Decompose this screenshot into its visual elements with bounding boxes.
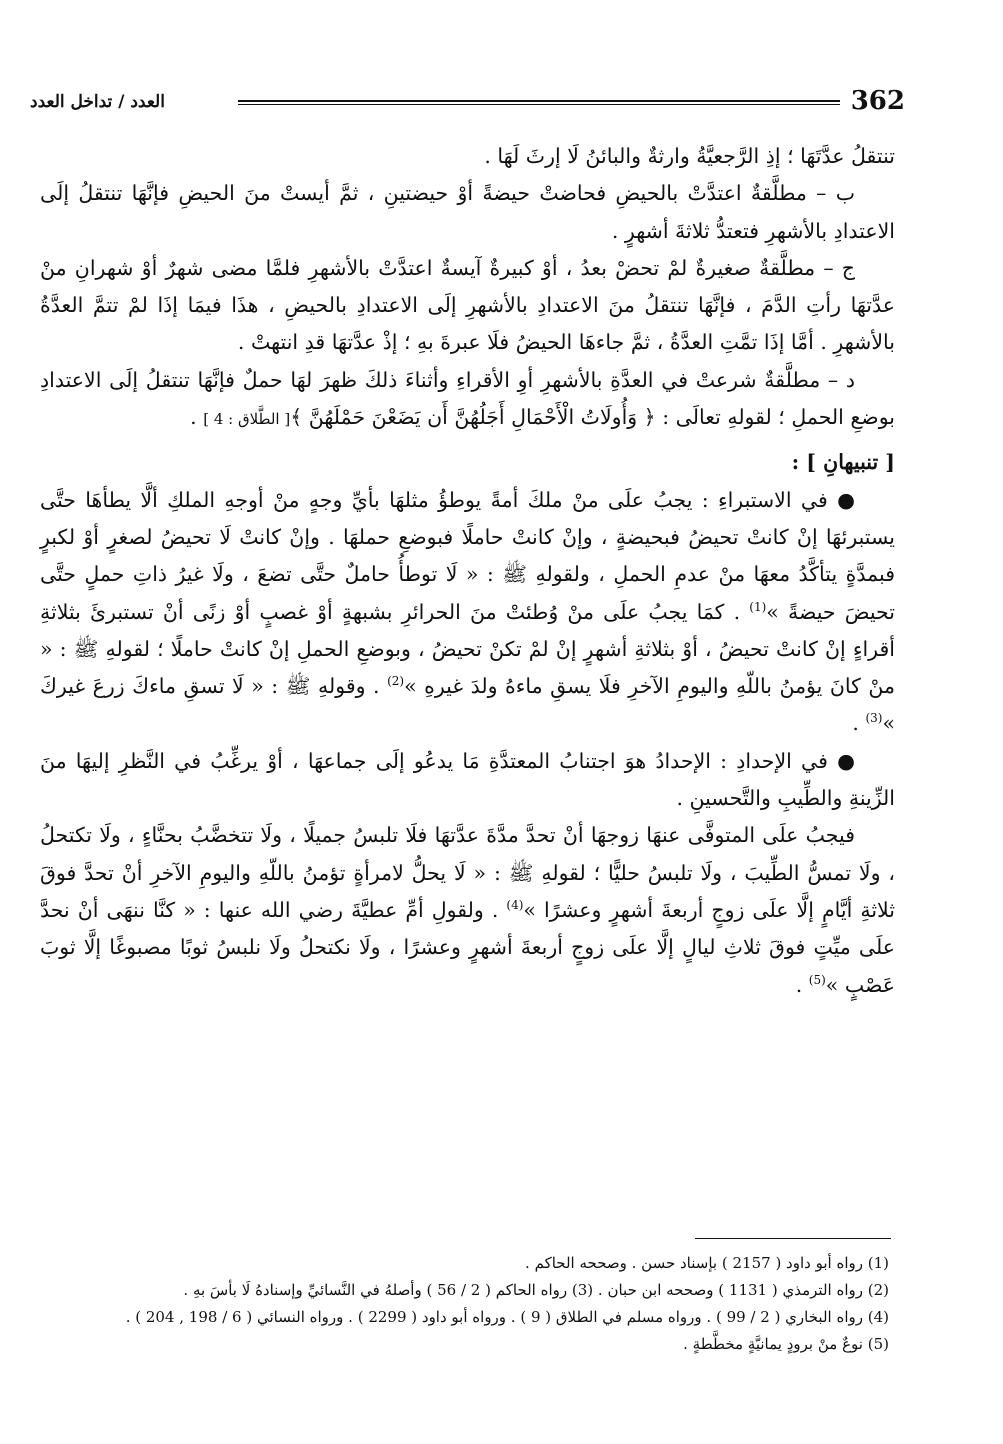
paragraph: ج – مطلَّقةٌ صغيرةٌ لمْ تحضْ بعدُ ، أوْ كبيرةٌ آيسةٌ اعتدَّتْ بالأشهرِ فلمَّا مضى شهرٌ أوْ شهرانِ منْ عدَّتهَا رأتِ الدَّمَ ، فإنَّهَا تنتقلُ منَ الاعتدادِ بالأشهرِ إلَى الاعتدادِ بالحيضِ ، هذَا فيمَا إذَا لمْ تتمَّ العدَّةُ بالأشهرِ . أمَّا إذَا تمَّتِ العدَّةُ ، ثمَّ جاءهَا الحيضُ فلَا عبرةَ بهِ ؛ إذْ عدَّتهَا قدِ انتهتْ . [40,255,895,355]
paragraph-text: ● في الاستبراءِ : يجبُ علَى منْ ملكَ أمةً يوطؤُ مثلهَا بأيِّ وجهٍ منْ أوجهِ الملكِ ألَّا يطأهَا حتَّى يستبرئهَا إنْ كانتْ تحيضُ فبحيضةٍ ، وإنْ كانتْ حاملًا فبوضعِ حملهَا . وإنْ كانتْ لَا تحيضُ لصغرٍ أوْ لكبرٍ فبمدَّةٍ يتأكَّدُ معهَا منْ عدمِ الحملِ ، ولقولهِ ﷺ : « لَا توطأُ حاملٌ حتَّى تضعَ ، ولَا غيرُ ذاتِ حملٍ حتَّى تحيضَ حيضةً » [40,487,895,624]
paragraph [40,362,895,439]
footnote-marker: (3) [865,711,883,726]
footnote: (4) رواه البخاري ( 2 / 99 ) . ورواه مسلم في الطلاق ( 9 ) . ورواه أبو داود ( 2299 ) . ورواه النسائي ( 6 / 198 , 204 ) . [125,1308,889,1326]
paragraph-text: د – مطلَّقةٌ شرعتْ في العدَّةِ بالأشهرِ أوِ الأقراءِ وأثناءَ ذلكَ ظهرَ لهَا حملٌ فإنَّهَا تنتقلُ إلَى الاعتدادِ بوضعِ الحملِ ؛ لقولهِ تعالَى : ﴿ وَأُولَاتُ الْأَحْمَالِ أَجَلُهُنَّ أَن يَضَعْنَ حَمْلَهُنَّ ﴾ [40,367,895,430]
footnote-marker: (2) [387,674,405,689]
paragraph-text: . وقولهِ ﷺ : « لَا تسقِ ماءكَ زرعَ غيركَ » [40,674,895,736]
footnote-marker: (5) [808,972,826,987]
footnote-marker: (4) [506,898,524,913]
paragraph-end: . [795,972,809,997]
section-heading: [ تنبيهانِ ] : [791,450,895,475]
footnote: (2) رواه الترمذي ( 1131 ) وصححه ابن حبان . (3) رواه الحاكم ( 2 / 56 ) وأصلهُ في النَّسائيِّ وإسنادهُ لَا بأسَ بهِ . [183,1281,889,1299]
footnote-rule [695,1238,891,1239]
footnote: (1) رواه أبو داود ( 2157 ) بإسناد حسن . وصححه الحاكم . [525,1254,889,1272]
body-text [40,138,895,1004]
paragraph-text: . ولقولِ أمِّ عطيَّةَ رضي الله عنها : « كنَّا ننهَى أنْ نحدَّ علَى ميِّتٍ فوقَ ثلاثِ ليالٍ إلَّا علَى زوجٍ أربعةَ أشهرٍ وعشرًا ، ولَا نكتحلُ ولَا نلبسُ ثوبًا مصبوغًا إلَّا ثوبَ عَصْبٍ » [40,897,895,997]
running-title: العدد / تداخل العدد [30,92,165,112]
footnote: (5) نوعٌ منْ برودٍ يمانيَّةٍ مخطَّطةٍ . [683,1335,889,1353]
header-rule [238,100,840,105]
paragraph-text: فيجبُ علَى المتوفَّى عنهَا زوجهَا أنْ تحدَّ مدَّةَ عدَّتهَا فلَا تلبسُ جميلًا ، ولَا تتخضَّبُ بحنَّاءٍ ، ولَا تكتحلُ ، ولَا تمسُّ الطِّيبَ ، ولَا تلبسُ حليًّا ؛ لقولهِ ﷺ : « لَا يحلُّ لامرأةٍ تؤمنُ باللّهِ واليومِ الآخرِ أنْ تحدَّ فوقَ ثلاثةِ أيَّامٍ إلَّا علَى زوجٍ أربعةَ أشهرٍ وعشرًا » [40,823,895,922]
paragraph-end: . [852,711,866,736]
paragraph-text: . كمَا يجبُ علَى منْ وُطئتْ منَ الحرائرِ بشبهةٍ أوْ غصبٍ أوْ زنًى أنْ تستبرئَ بثلاثةِ أقراءٍ إنْ كانتْ تحيضُ ، أوْ بثلاثةِ أشهرٍ إنْ لمْ تكنْ تحيضُ ، وبوضعِ الحملِ إنْ كانتْ حاملًا ؛ لقولهِ ﷺ : « منْ كانَ يؤمنُ باللّهِ واليومِ الآخرِ فلَا يسقِ ماءهُ ولدَ غيرهِ » [40,599,896,699]
page-number: 362 [850,86,905,116]
paragraph: تنتقلُ عدَّتَهَا ؛ إذِ الرَّجعيَّةُ وارثةٌ والبائنُ لَا إرثَ لَهَا . [484,144,895,168]
paragraph-end: . [190,405,204,430]
paragraph: ● في الإحدادِ : الإحدادُ هوَ اجتنابُ المعتدَّةِ مَا يدعُو إلَى جماعهَا ، أوْ يرغِّبُ في النَّظرِ إليهَا منَ الزِّينةِ والطِّيبِ والتَّحسينِ . [40,748,895,811]
paragraph: ب – مطلَّقةٌ اعتدَّتْ بالحيضِ فحاضتْ حيضةً أوْ حيضتينِ ، ثمَّ أيستْ منَ الحيضِ فإنَّهَا تنتقلُ إلَى الاعتدادِ بالأشهرِ فتعتدُّ ثلاثةَ أشهرٍ . [40,181,895,243]
quran-reference: [ الطَّلاق : 4 ] [203,410,291,429]
paragraph [40,817,895,1003]
paragraph [40,482,895,743]
footnotes [44,1250,889,1358]
footnote-marker: (1) [749,599,767,614]
